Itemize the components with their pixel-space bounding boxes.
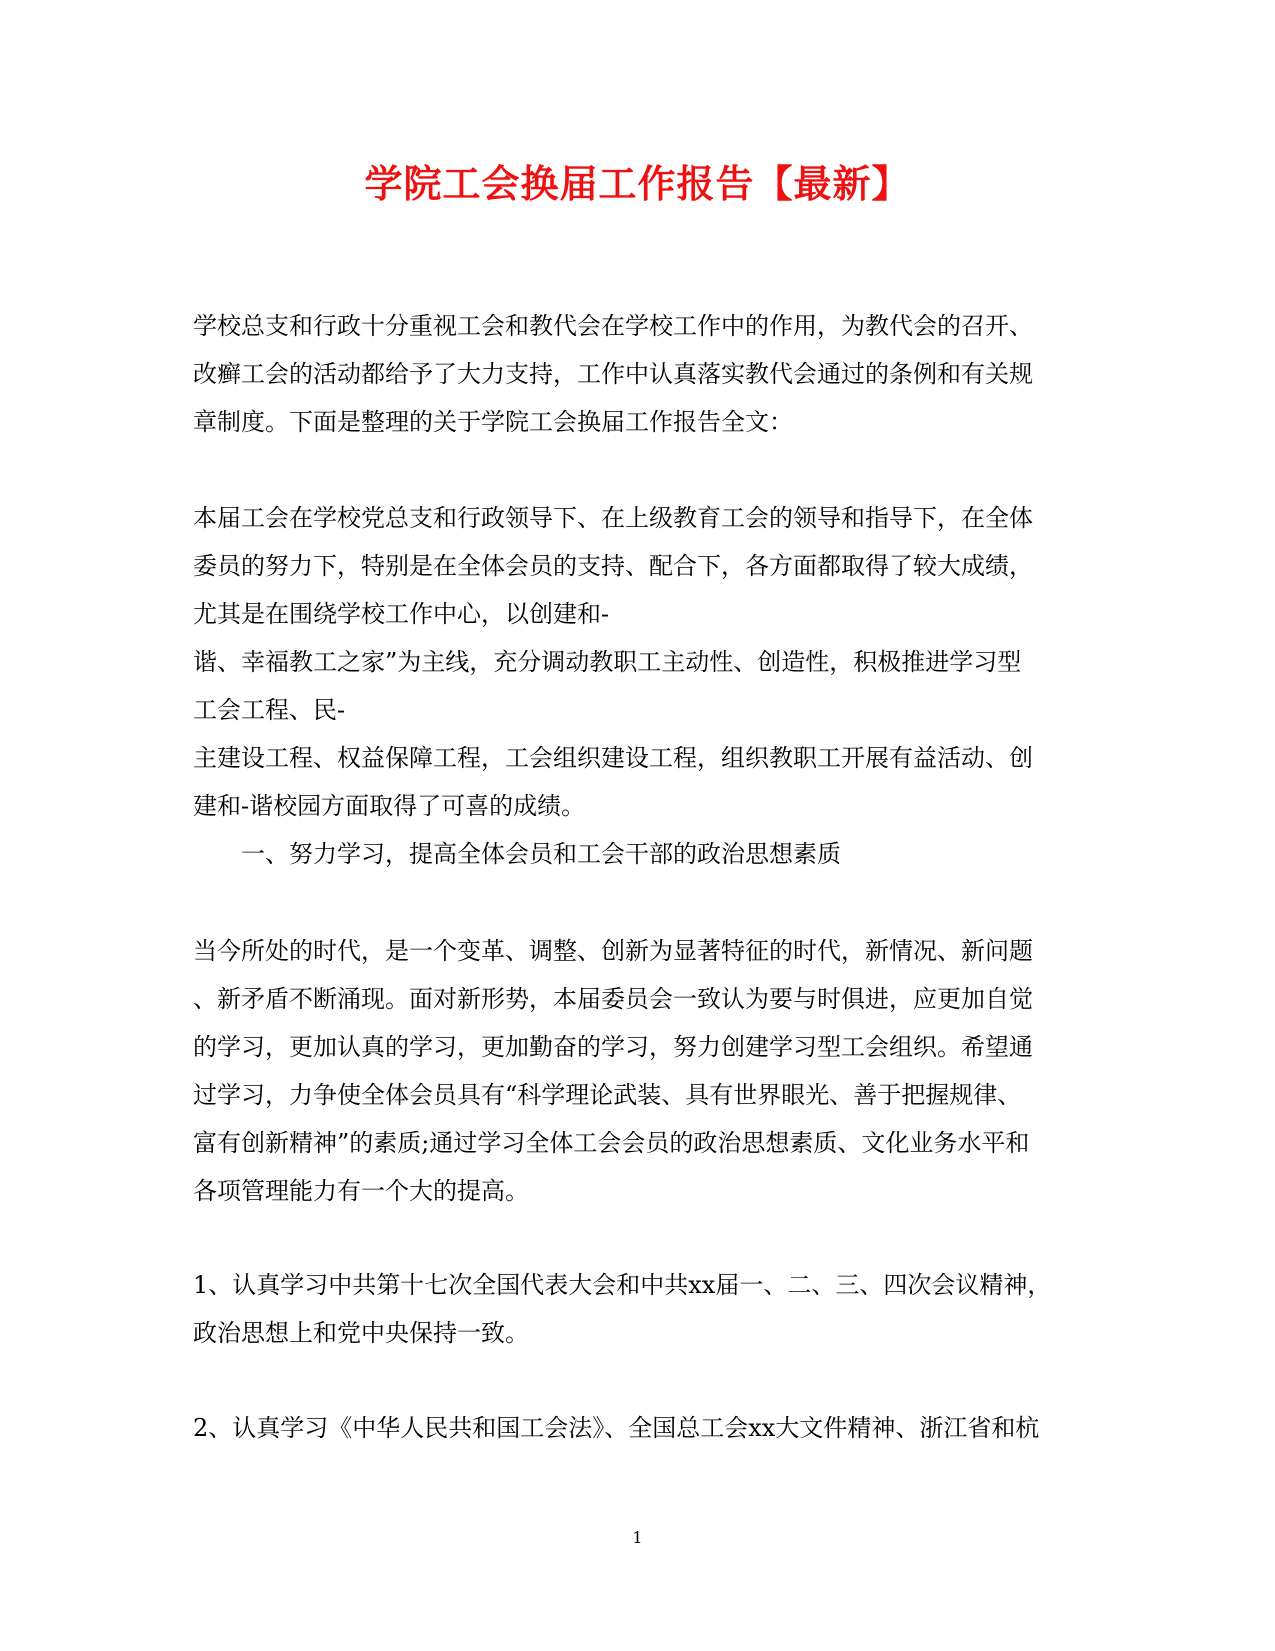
page-number: 1 bbox=[632, 1528, 643, 1547]
paragraph-line: 主建设工程、权益保障工程，工会组织建设工程，组织教职工开展有益活动、创 bbox=[193, 744, 1033, 772]
paragraph-line: 过学习，力争使全体会员具有“科学理论武装、具有世界眼光、善于把握规律、 bbox=[193, 1081, 1022, 1109]
paragraph-line: 章制度。下面是整理的关于学院工会换届工作报告全文： bbox=[193, 408, 793, 436]
paragraph-learning bbox=[193, 927, 1093, 1215]
paragraph-line: 学校总支和行政十分重视工会和教代会在学校工作中的作用，为教代会的召开、 bbox=[193, 312, 1033, 340]
paragraph-line: 富有创新精神”的素质;通过学习全体工会会员的政治思想素质、文化业务水平和 bbox=[193, 1129, 1030, 1157]
section-heading-block bbox=[193, 830, 1093, 878]
paragraph-line: 改癣工会的活动都给予了大力支持，工作中认真落实教代会通过的条例和有关规 bbox=[193, 360, 1033, 388]
paragraph-line: 、新矛盾不断涌现。面对新形势，本届委员会一致认为要与时俱进，应更加自觉 bbox=[193, 985, 1033, 1013]
list-item-1 bbox=[193, 1261, 1093, 1357]
paragraph-line: 谐、幸福教工之家”为主线，充分调动教职工主动性、创造性，积极推进学习型 bbox=[193, 648, 1022, 676]
paragraph-line: 委员的努力下，特别是在全体会员的支持、配合下，各方面都取得了较大成绩， bbox=[193, 552, 1033, 580]
document-title: 学院工会换届工作报告【最新】 bbox=[364, 161, 911, 206]
paragraph-line: 本届工会在学校党总支和行政领导下、在上级教育工会的领导和指导下，在全体 bbox=[193, 504, 1033, 532]
paragraph-line: 2、认真学习《中华人民共和国工会法》、全国总工会xx大文件精神、浙江省和杭 bbox=[193, 1414, 1040, 1442]
paragraph-line: 当今所处的时代，是一个变革、调整、创新为显著特征的时代，新情况、新问题 bbox=[193, 937, 1033, 965]
paragraph-line: 建和-谐校园方面取得了可喜的成绩。 bbox=[193, 792, 586, 820]
paragraph-line: 1、认真学习中共第十七次全国代表大会和中共xx届一、二、三、四次会议精神， bbox=[193, 1271, 1052, 1299]
paragraph-line: 工会工程、民- bbox=[193, 696, 346, 724]
paragraph-line: 各项管理能力有一个大的提高。 bbox=[193, 1177, 529, 1205]
paragraph-summary bbox=[193, 494, 1093, 830]
paragraph-line: 的学习，更加认真的学习，更加勤奋的学习，努力创建学习型工会组织。希望通 bbox=[193, 1033, 1033, 1061]
paragraph-intro bbox=[193, 302, 1093, 446]
paragraph-line: 政治思想上和党中央保持一致。 bbox=[193, 1319, 529, 1347]
paragraph-line: 尤其是在围绕学校工作中心，以创建和- bbox=[193, 600, 610, 628]
section-heading: 一、努力学习，提高全体会员和工会干部的政治思想素质 bbox=[241, 840, 841, 868]
list-item-2 bbox=[193, 1404, 1093, 1452]
